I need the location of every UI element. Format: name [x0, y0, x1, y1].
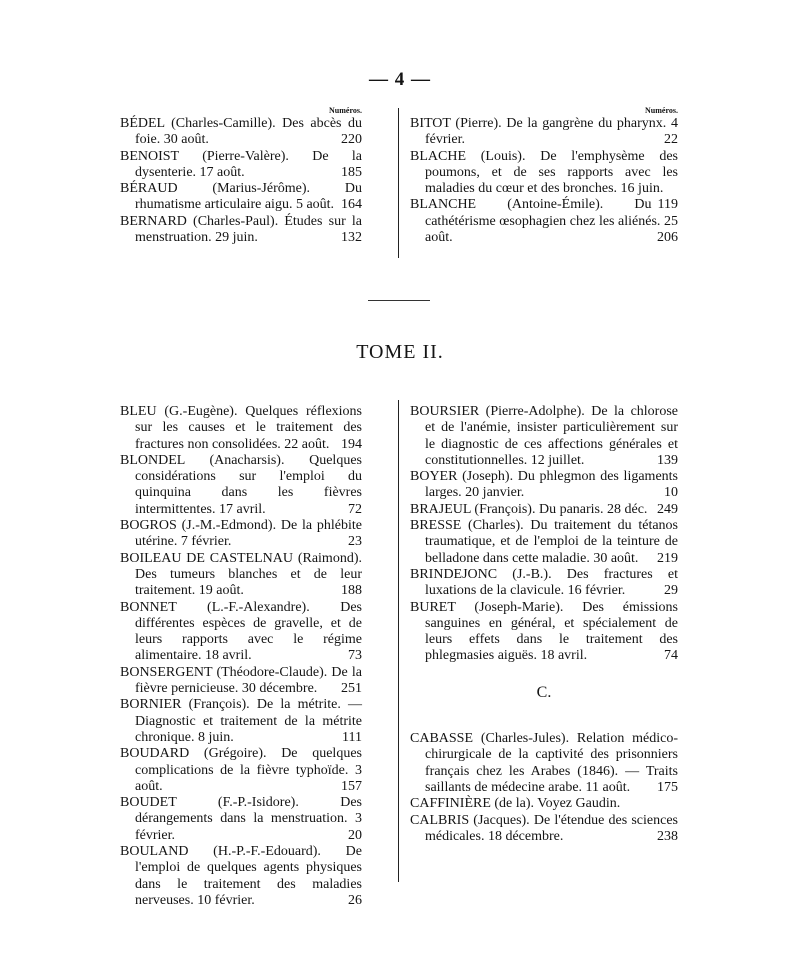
entry-text: BRAJEUL (François). Du panaris. 28 déc.: [410, 501, 648, 517]
entry-text: BÉDEL (Charles-Camille). Des abcès du foie. 30 août.: [120, 116, 362, 148]
entry-text: BENOIST (Pierre-Valère). De la dysenterie. 17 août.: [120, 148, 362, 180]
entry-text: BOUDET (F.-P.-Isidore). Des dérangements dans la menstruation. 3 février.: [120, 795, 362, 843]
entry-number: 164: [341, 197, 362, 213]
index-entry: [410, 813, 678, 846]
entry-number: 29: [664, 583, 678, 599]
index-entry: [120, 697, 362, 746]
entry-number: 111: [342, 729, 362, 745]
index-entry: [120, 214, 362, 247]
numeros-header: Numéros.: [645, 106, 678, 115]
index-entry: [120, 404, 362, 453]
entry-text: BLANCHE (Antoine-Émile). Du cathétérisme œsophagien chez les aliénés. 25 août.: [410, 197, 678, 246]
numeros-header: Numéros.: [329, 106, 362, 115]
entry-number: 249: [657, 501, 678, 517]
entry-text: BÉRAUD (Marius-Jérôme). Du rhumatisme articulaire aigu. 5 août.: [120, 181, 362, 213]
entry-number: 185: [341, 164, 362, 180]
entry-number: 119: [657, 197, 678, 213]
entry-number: 238: [657, 828, 678, 844]
index-entry: [410, 197, 678, 246]
index-entry: [410, 600, 678, 665]
entry-number: 72: [348, 501, 362, 517]
index-entry: [120, 453, 362, 518]
entry-number: 20: [348, 827, 362, 843]
entry-number: 220: [341, 132, 362, 148]
entry-text: BURET (Joseph-Marie). Des émissions sanguines en général, et spécialement de leurs effets dans le traitement des phlegmasies aiguës. 18 avril.: [410, 599, 678, 664]
index-entry: [120, 844, 362, 909]
index-entry: [120, 116, 362, 149]
entry-text: BONNET (L.-F.-Alexandre). Des différentes espèces de gravelle, et de leurs rapports avec le régime alimentaire. 18 avril.: [120, 599, 362, 664]
index-entry: [410, 148, 678, 213]
index-entry: [410, 567, 678, 600]
entry-text: CABASSE (Charles-Jules). Relation médico-chirurgicale de la captivité des prisonniers français chez les Arabes (1846). — Traits saillants de médecine arabe. 11 août.: [410, 731, 678, 795]
page-number: — 4 —: [369, 69, 431, 90]
index-entry: [120, 518, 362, 551]
top-left-column: [120, 106, 362, 246]
entry-number: 10: [664, 485, 678, 501]
entry-number: 23: [348, 534, 362, 550]
entry-text: BORNIER (François). De la métrite. — Diagnostic et traitement de la métrite chronique. 8 juin.: [120, 697, 362, 745]
entry-number: 22: [664, 132, 678, 148]
entry-text: CALBRIS (Jacques). De l'étendue des sciences médicales. 18 décembre.: [410, 812, 678, 844]
entry-text: BOGROS (J.-M.-Edmond). De la phlébite utérine. 7 février.: [120, 518, 362, 550]
bottom-left-column: [120, 404, 362, 909]
entry-text: BITOT (Pierre). De la gangrène du pharynx. 4 février.: [410, 116, 678, 148]
index-entry: [410, 796, 678, 812]
column-divider-bottom: [398, 400, 399, 882]
entry-text: BLEU (G.-Eugène). Quelques réflexions sur les causes et le traitement des fractures non consolidées. 22 août.: [120, 404, 362, 452]
entry-text: BERNARD (Charles-Paul). Études sur la menstruation. 29 juin.: [120, 213, 362, 246]
entry-number: 206: [657, 230, 678, 246]
tome-heading: TOME II.: [356, 341, 444, 363]
entry-text: BLACHE (Louis). De l'emphysème des poumons, et de ses rapports avec les maladies du cœur et des bronches. 16 juin.: [410, 148, 678, 197]
entry-text: CAFFINIÈRE (de la). Voyez Gaudin.: [410, 796, 621, 812]
index-entry: [120, 181, 362, 214]
entry-text: BOULAND (H.-P.-F.-Edouard). De l'emploi de quelques agents physiques dans le traitement des maladies nerveuses. 10 février.: [120, 844, 362, 908]
entry-text: BOILEAU DE CASTELNAU (Raimond). Des tumeurs blanches et de leur traitement. 19 août.: [120, 550, 362, 599]
index-entry: [120, 665, 362, 698]
entry-text: BRESSE (Charles). Du traitement du tétanos traumatique, et de l'emploi de la teinture de belladone dans cette maladie. 30 août.: [410, 518, 678, 566]
bottom-right-column: [410, 404, 678, 845]
index-entry: [410, 404, 678, 469]
index-entry: [120, 746, 362, 795]
index-entry: [120, 551, 362, 600]
entry-number: 251: [341, 681, 362, 697]
entry-number: 74: [664, 648, 678, 664]
column-divider-top: [398, 108, 399, 258]
entry-text: BOUDARD (Grégoire). De quelques complications de la fièvre typhoïde. 3 août.: [120, 746, 362, 794]
entry-number: 157: [341, 778, 362, 794]
index-entry: [410, 518, 678, 567]
entry-number: 132: [341, 230, 362, 246]
index-entry: [410, 469, 678, 502]
entry-text: BLONDEL (Anacharsis). Quelques considérations sur l'emploi du quinquina dans les fièvres intermittentes. 17 avril.: [120, 452, 362, 517]
index-entry: [410, 731, 678, 796]
entry-text: BRINDEJONC (J.-B.). Des fractures et luxations de la clavicule. 16 février.: [410, 566, 678, 599]
letter-heading: C.: [536, 683, 552, 701]
entry-number: 194: [341, 436, 362, 452]
entry-number: 188: [341, 583, 362, 599]
index-entry: [120, 600, 362, 665]
entry-number: 26: [348, 892, 362, 908]
entry-number: 219: [657, 550, 678, 566]
entry-number: 73: [348, 648, 362, 664]
entry-text: BONSERGENT (Théodore-Claude). De la fièvre pernicieuse. 30 décembre.: [120, 664, 362, 697]
index-entry: [120, 795, 362, 844]
entry-number: 139: [657, 452, 678, 468]
index-entry: [410, 116, 678, 149]
entry-number: 175: [657, 779, 678, 795]
top-right-column: [410, 106, 678, 246]
index-entry: [120, 149, 362, 182]
index-entry: [410, 502, 678, 518]
section-separator: [368, 300, 430, 301]
entry-text: BOURSIER (Pierre-Adolphe). De la chlorose et de l'anémie, insister particulièrement sur le diagnostic de ces affections générales et constitutionnelles. 12 juillet.: [410, 404, 678, 468]
entry-text: BOYER (Joseph). Du phlegmon des ligaments larges. 20 janvier.: [410, 469, 678, 501]
